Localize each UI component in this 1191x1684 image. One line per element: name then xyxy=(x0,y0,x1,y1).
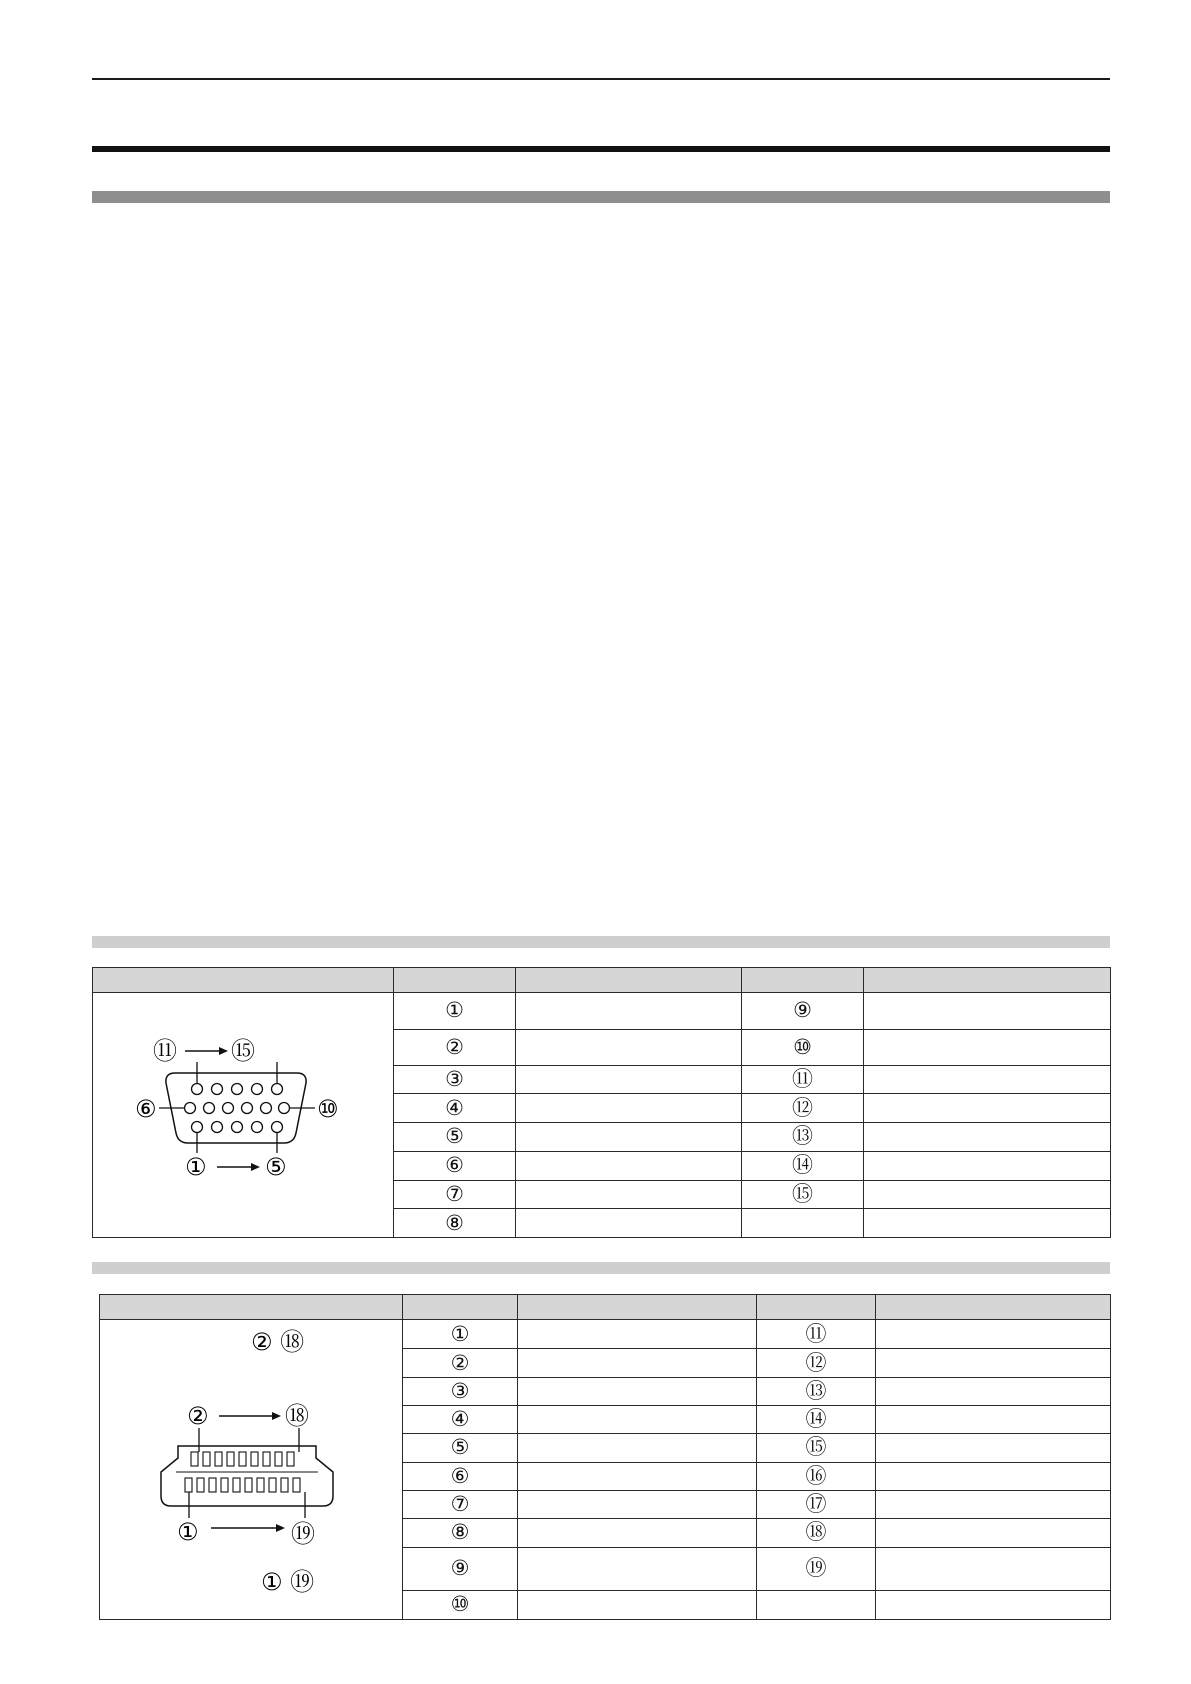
vga-pin-holes xyxy=(185,1084,290,1133)
vga-pin-table xyxy=(92,967,1111,1238)
pin-number: ⑮ xyxy=(757,1434,876,1462)
signal-cell xyxy=(876,1377,1111,1405)
pin-number: ⑭ xyxy=(742,1151,864,1180)
pin-number: ④ xyxy=(394,1094,516,1123)
header-cell xyxy=(864,968,1111,993)
pin-number: ⑫ xyxy=(742,1094,864,1123)
vga-pin-label-15: ⑮ xyxy=(231,1037,255,1065)
signal-cell xyxy=(876,1590,1111,1619)
vga-pin-label-10: ⑩ xyxy=(317,1095,339,1123)
signal-cell xyxy=(518,1547,757,1590)
hdmi-top-note: ② ⑱ xyxy=(251,1328,305,1356)
table-row xyxy=(93,993,1111,1030)
pin-number: ⑫ xyxy=(757,1349,876,1377)
header-cell xyxy=(403,1295,518,1320)
table-header-row xyxy=(93,968,1111,993)
signal-cell xyxy=(518,1590,757,1619)
pin-number: ⑤ xyxy=(403,1434,518,1462)
vga-pin-label-5: ⑤ xyxy=(265,1153,287,1181)
vga-pin-label-6: ⑥ xyxy=(135,1095,157,1123)
signal-cell xyxy=(516,1094,742,1123)
hdmi-section-band xyxy=(92,1262,1110,1274)
pin-number: ⑱ xyxy=(757,1519,876,1547)
vga-pin-label-11: ⑪ xyxy=(153,1037,177,1065)
signal-cell xyxy=(876,1349,1111,1377)
hdmi-connector-shell xyxy=(161,1446,333,1506)
header-cell xyxy=(394,968,516,993)
signal-cell xyxy=(518,1377,757,1405)
pin-number: ① xyxy=(403,1320,518,1349)
hdmi-pin-label-19: ⑲ xyxy=(291,1520,315,1548)
signal-cell xyxy=(876,1519,1111,1547)
signal-cell xyxy=(518,1519,757,1547)
pin-number: ④ xyxy=(403,1405,518,1433)
signal-cell xyxy=(864,1094,1111,1123)
table-row xyxy=(100,1320,1111,1349)
header-cell xyxy=(516,968,742,993)
hdmi-pin-table xyxy=(99,1294,1111,1620)
header-cell xyxy=(93,968,394,993)
pin-number: ⑧ xyxy=(394,1209,516,1238)
signal-cell xyxy=(864,1029,1111,1065)
signal-cell xyxy=(516,1151,742,1180)
pin-number: ① xyxy=(394,993,516,1030)
signal-cell xyxy=(876,1547,1111,1590)
header-cell xyxy=(742,968,864,993)
pin-number: ⑨ xyxy=(403,1547,518,1590)
signal-cell xyxy=(516,993,742,1030)
signal-cell xyxy=(516,1209,742,1238)
pin-number: ⑦ xyxy=(403,1490,518,1518)
signal-cell xyxy=(516,1123,742,1152)
signal-cell xyxy=(876,1490,1111,1518)
pin-number: ② xyxy=(394,1029,516,1065)
hdmi-pin-label-1: ① xyxy=(177,1518,199,1546)
table-header-row xyxy=(100,1295,1111,1320)
pin-number: ⑥ xyxy=(394,1151,516,1180)
signal-cell xyxy=(876,1405,1111,1433)
pin-number xyxy=(742,1209,864,1238)
signal-cell xyxy=(864,1209,1111,1238)
pin-number: ⑤ xyxy=(394,1123,516,1152)
vga-connector-diagram xyxy=(93,993,393,1233)
hdmi-pin-label-2: ② xyxy=(187,1402,209,1430)
signal-cell xyxy=(876,1462,1111,1490)
signal-cell xyxy=(864,1123,1111,1152)
hdmi-diagram-cell xyxy=(100,1320,403,1620)
signal-cell xyxy=(516,1180,742,1209)
title-rule xyxy=(92,146,1110,152)
signal-cell xyxy=(864,1180,1111,1209)
pin-number: ⑪ xyxy=(757,1320,876,1349)
hdmi-bottom-note: ① ⑲ xyxy=(261,1568,315,1596)
pin-number: ⑯ xyxy=(757,1462,876,1490)
pin-number: ③ xyxy=(394,1065,516,1094)
signal-cell xyxy=(864,993,1111,1030)
pin-number: ⑪ xyxy=(742,1065,864,1094)
pin-number: ⑥ xyxy=(403,1462,518,1490)
pin-number: ⑩ xyxy=(742,1029,864,1065)
section-band xyxy=(92,191,1110,203)
pin-number: ⑲ xyxy=(757,1547,876,1590)
pin-number xyxy=(757,1590,876,1619)
pin-number: ⑬ xyxy=(742,1123,864,1152)
signal-cell xyxy=(518,1405,757,1433)
signal-cell xyxy=(876,1434,1111,1462)
signal-cell xyxy=(864,1151,1111,1180)
signal-cell xyxy=(516,1065,742,1094)
signal-cell xyxy=(516,1029,742,1065)
pin-number: ⑦ xyxy=(394,1180,516,1209)
pin-number: ⑰ xyxy=(757,1490,876,1518)
hdmi-pin-contacts xyxy=(176,1452,318,1492)
signal-cell xyxy=(876,1320,1111,1349)
vga-section-band xyxy=(92,936,1110,948)
header-cell xyxy=(518,1295,757,1320)
signal-cell xyxy=(518,1490,757,1518)
signal-cell xyxy=(518,1349,757,1377)
pin-number: ⑬ xyxy=(757,1377,876,1405)
hdmi-connector-diagram xyxy=(101,1320,401,1615)
pin-number: ⑩ xyxy=(403,1590,518,1619)
header-rule xyxy=(92,78,1110,80)
pin-number: ⑮ xyxy=(742,1180,864,1209)
pin-number: ② xyxy=(403,1349,518,1377)
vga-diagram-cell xyxy=(93,993,394,1238)
signal-cell xyxy=(864,1065,1111,1094)
pin-number: ③ xyxy=(403,1377,518,1405)
pin-number: ⑧ xyxy=(403,1519,518,1547)
signal-cell xyxy=(518,1462,757,1490)
hdmi-pin-label-18: ⑱ xyxy=(285,1402,309,1430)
header-cell xyxy=(876,1295,1111,1320)
header-cell xyxy=(100,1295,403,1320)
signal-cell xyxy=(518,1320,757,1349)
header-cell xyxy=(757,1295,876,1320)
vga-pin-label-1: ① xyxy=(185,1153,207,1181)
pin-number: ⑨ xyxy=(742,993,864,1030)
signal-cell xyxy=(518,1434,757,1462)
pin-number: ⑭ xyxy=(757,1405,876,1433)
